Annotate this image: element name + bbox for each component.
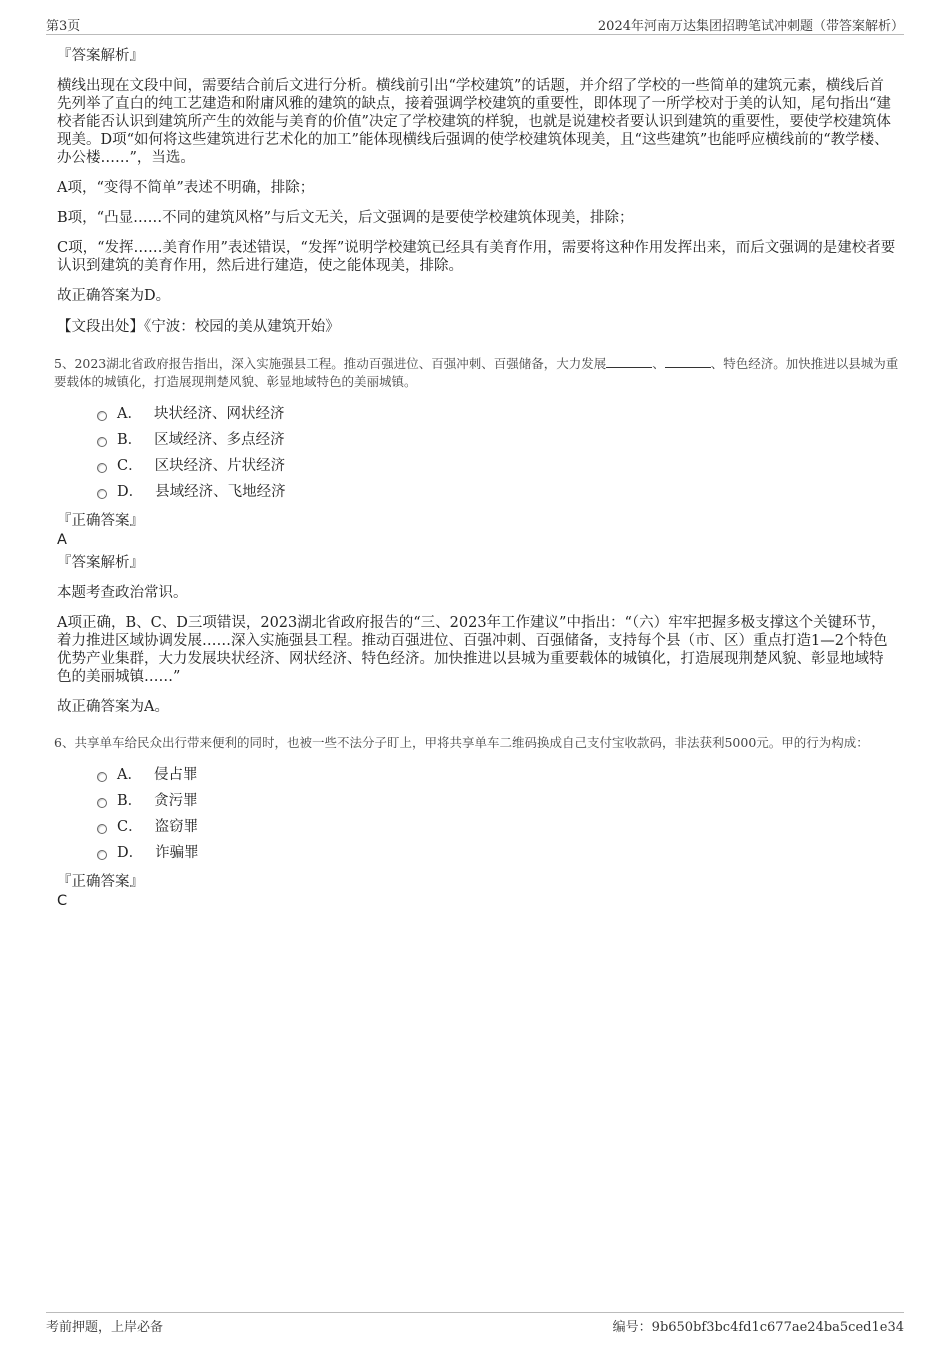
radio-icon[interactable]	[97, 463, 107, 473]
option-text: 区块经济、片状经济	[154, 458, 286, 474]
page-number: 第3页	[46, 19, 81, 34]
analysis-paragraph: 本题考查政治常识。	[57, 585, 188, 601]
stem-text: 、特色经济。加快推进以县城为重要载体的城镇化，打造展现荆楚风貌、彰显地域特色的美丽城镇。	[54, 356, 899, 389]
radio-icon[interactable]	[97, 489, 107, 499]
correct-answer: A	[57, 532, 67, 548]
option-letter: A．	[117, 406, 142, 422]
analysis-paragraph: 横线出现在文段中间，需要结合前后文进行分析。横线前引出“学校建筑”的话题，并介绍了学校的一些简单的建筑元素，横线后首先列举了直白的纯工艺建造和附庸风雅的建筑的缺点，接着强调学校建筑的重要性，即体现了一所学校对于美的认知，尾句指出“建校者能否认识到建筑所产生的效能与美育的价值”决定了学校建筑的样貌，也就是说建校者要认识到建筑的重要性，要使学校建筑体现美。D项“如何将这些建筑进行艺术化的加工”能体现横线后强调的使学校建筑体现美，且“这些建筑”也能呼应横线前的“教学楼、办公楼……”，当选。	[57, 78, 891, 166]
question-stem	[54, 355, 899, 391]
option-text: 贪污罪	[154, 793, 198, 809]
option-d[interactable]	[97, 840, 897, 866]
radio-icon[interactable]	[97, 772, 107, 782]
option-list	[97, 762, 897, 866]
option-a[interactable]	[97, 762, 897, 788]
option-b[interactable]	[97, 788, 897, 814]
option-text: 县域经济、飞地经济	[155, 484, 286, 500]
document-title: 2024年河南万达集团招聘笔试冲刺题（带答案解析）	[597, 19, 904, 34]
radio-icon[interactable]	[97, 798, 107, 808]
text-source: 【文段出处】《宁波：校园的美从建筑开始》	[57, 319, 340, 335]
stem-text: 5、2023湖北省政府报告指出，深入实施强县工程。推动百强进位、百强冲刺、百强储备，大力发展	[54, 356, 607, 371]
document-code: 编号：9b650bf3bc4fd1c677ae24ba5ced1e34	[612, 1320, 904, 1335]
correct-answer: C	[57, 893, 68, 909]
analysis-paragraph: C项，“发挥……美育作用”表述错误，“发挥”说明学校建筑已经具有美育作用，需要将这种作用发挥出来，而后文强调的是建校者要认识到建筑的美育作用，然后进行建造，使之能体现美，排除。	[57, 240, 896, 274]
option-text: 盗窃罪	[154, 819, 199, 835]
analysis-conclusion: 故正确答案为A。	[57, 699, 169, 715]
analysis-block	[57, 46, 897, 337]
option-letter: C．	[117, 819, 143, 835]
analysis-label: 『答案解析』	[57, 48, 144, 64]
option-c[interactable]	[97, 814, 897, 840]
page-header	[46, 12, 904, 35]
fill-blank	[665, 356, 711, 368]
radio-icon[interactable]	[97, 824, 107, 834]
option-text: 区域经济、多点经济	[154, 432, 285, 448]
stem-separator: 、	[652, 356, 665, 371]
answer-label: 『正确答案』	[57, 513, 144, 529]
fill-blank	[606, 356, 652, 368]
analysis-conclusion: 故正确答案为D。	[57, 288, 171, 304]
question-6	[54, 734, 897, 910]
option-letter: D．	[117, 484, 144, 500]
answer-label: 『正确答案』	[57, 874, 144, 890]
question-5	[54, 355, 899, 716]
main-content	[54, 46, 899, 914]
question-stem: 6、共享单车给民众出行带来便利的同时，也被一些不法分子盯上，甲将共享单车二维码换成自己支付宝收款码，非法获利5000元。甲的行为构成：	[54, 735, 869, 750]
option-letter: C．	[117, 458, 143, 474]
option-d[interactable]	[97, 479, 897, 505]
option-letter: B．	[117, 432, 143, 448]
option-list	[97, 401, 897, 505]
option-text: 块状经济、网状经济	[153, 406, 285, 422]
analysis-paragraph: A项正确，B、C、D三项错误，2023湖北省政府报告的“三、2023年工作建议”中指出：“（六）牢牢把握多极支撑这个关键环节，着力推进区域协调发展……深入实施强县工程。推动百强进位、百强冲刺、百强储备，支持每个县（市、区）重点打造1—2个特色优势产业集群，大力发展块状经济、网状经济、特色经济。加快推进以县城为重要载体的城镇化，打造展现荆楚风貌、彰显地域特色的美丽城镇……”	[57, 615, 888, 685]
radio-icon[interactable]	[97, 850, 107, 860]
analysis-paragraph: A项，“变得不简单”表述不明确，排除；	[57, 180, 315, 196]
option-letter: B．	[117, 793, 143, 809]
option-text: 诈骗罪	[155, 845, 199, 861]
option-letter: A．	[117, 767, 142, 783]
option-text: 侵占罪	[153, 767, 198, 783]
radio-icon[interactable]	[97, 411, 107, 421]
option-c[interactable]	[97, 453, 897, 479]
page-footer	[46, 1312, 904, 1335]
footer-slogan: 考前押题，上岸必备	[46, 1320, 164, 1335]
option-b[interactable]	[97, 427, 897, 453]
analysis-paragraph: B项，“凸显……不同的建筑风格”与后文无关，后文强调的是要使学校建筑体现美，排除；	[57, 210, 634, 226]
option-a[interactable]	[97, 401, 897, 427]
radio-icon[interactable]	[97, 437, 107, 447]
analysis-label: 『答案解析』	[57, 555, 144, 571]
option-letter: D．	[117, 845, 144, 861]
